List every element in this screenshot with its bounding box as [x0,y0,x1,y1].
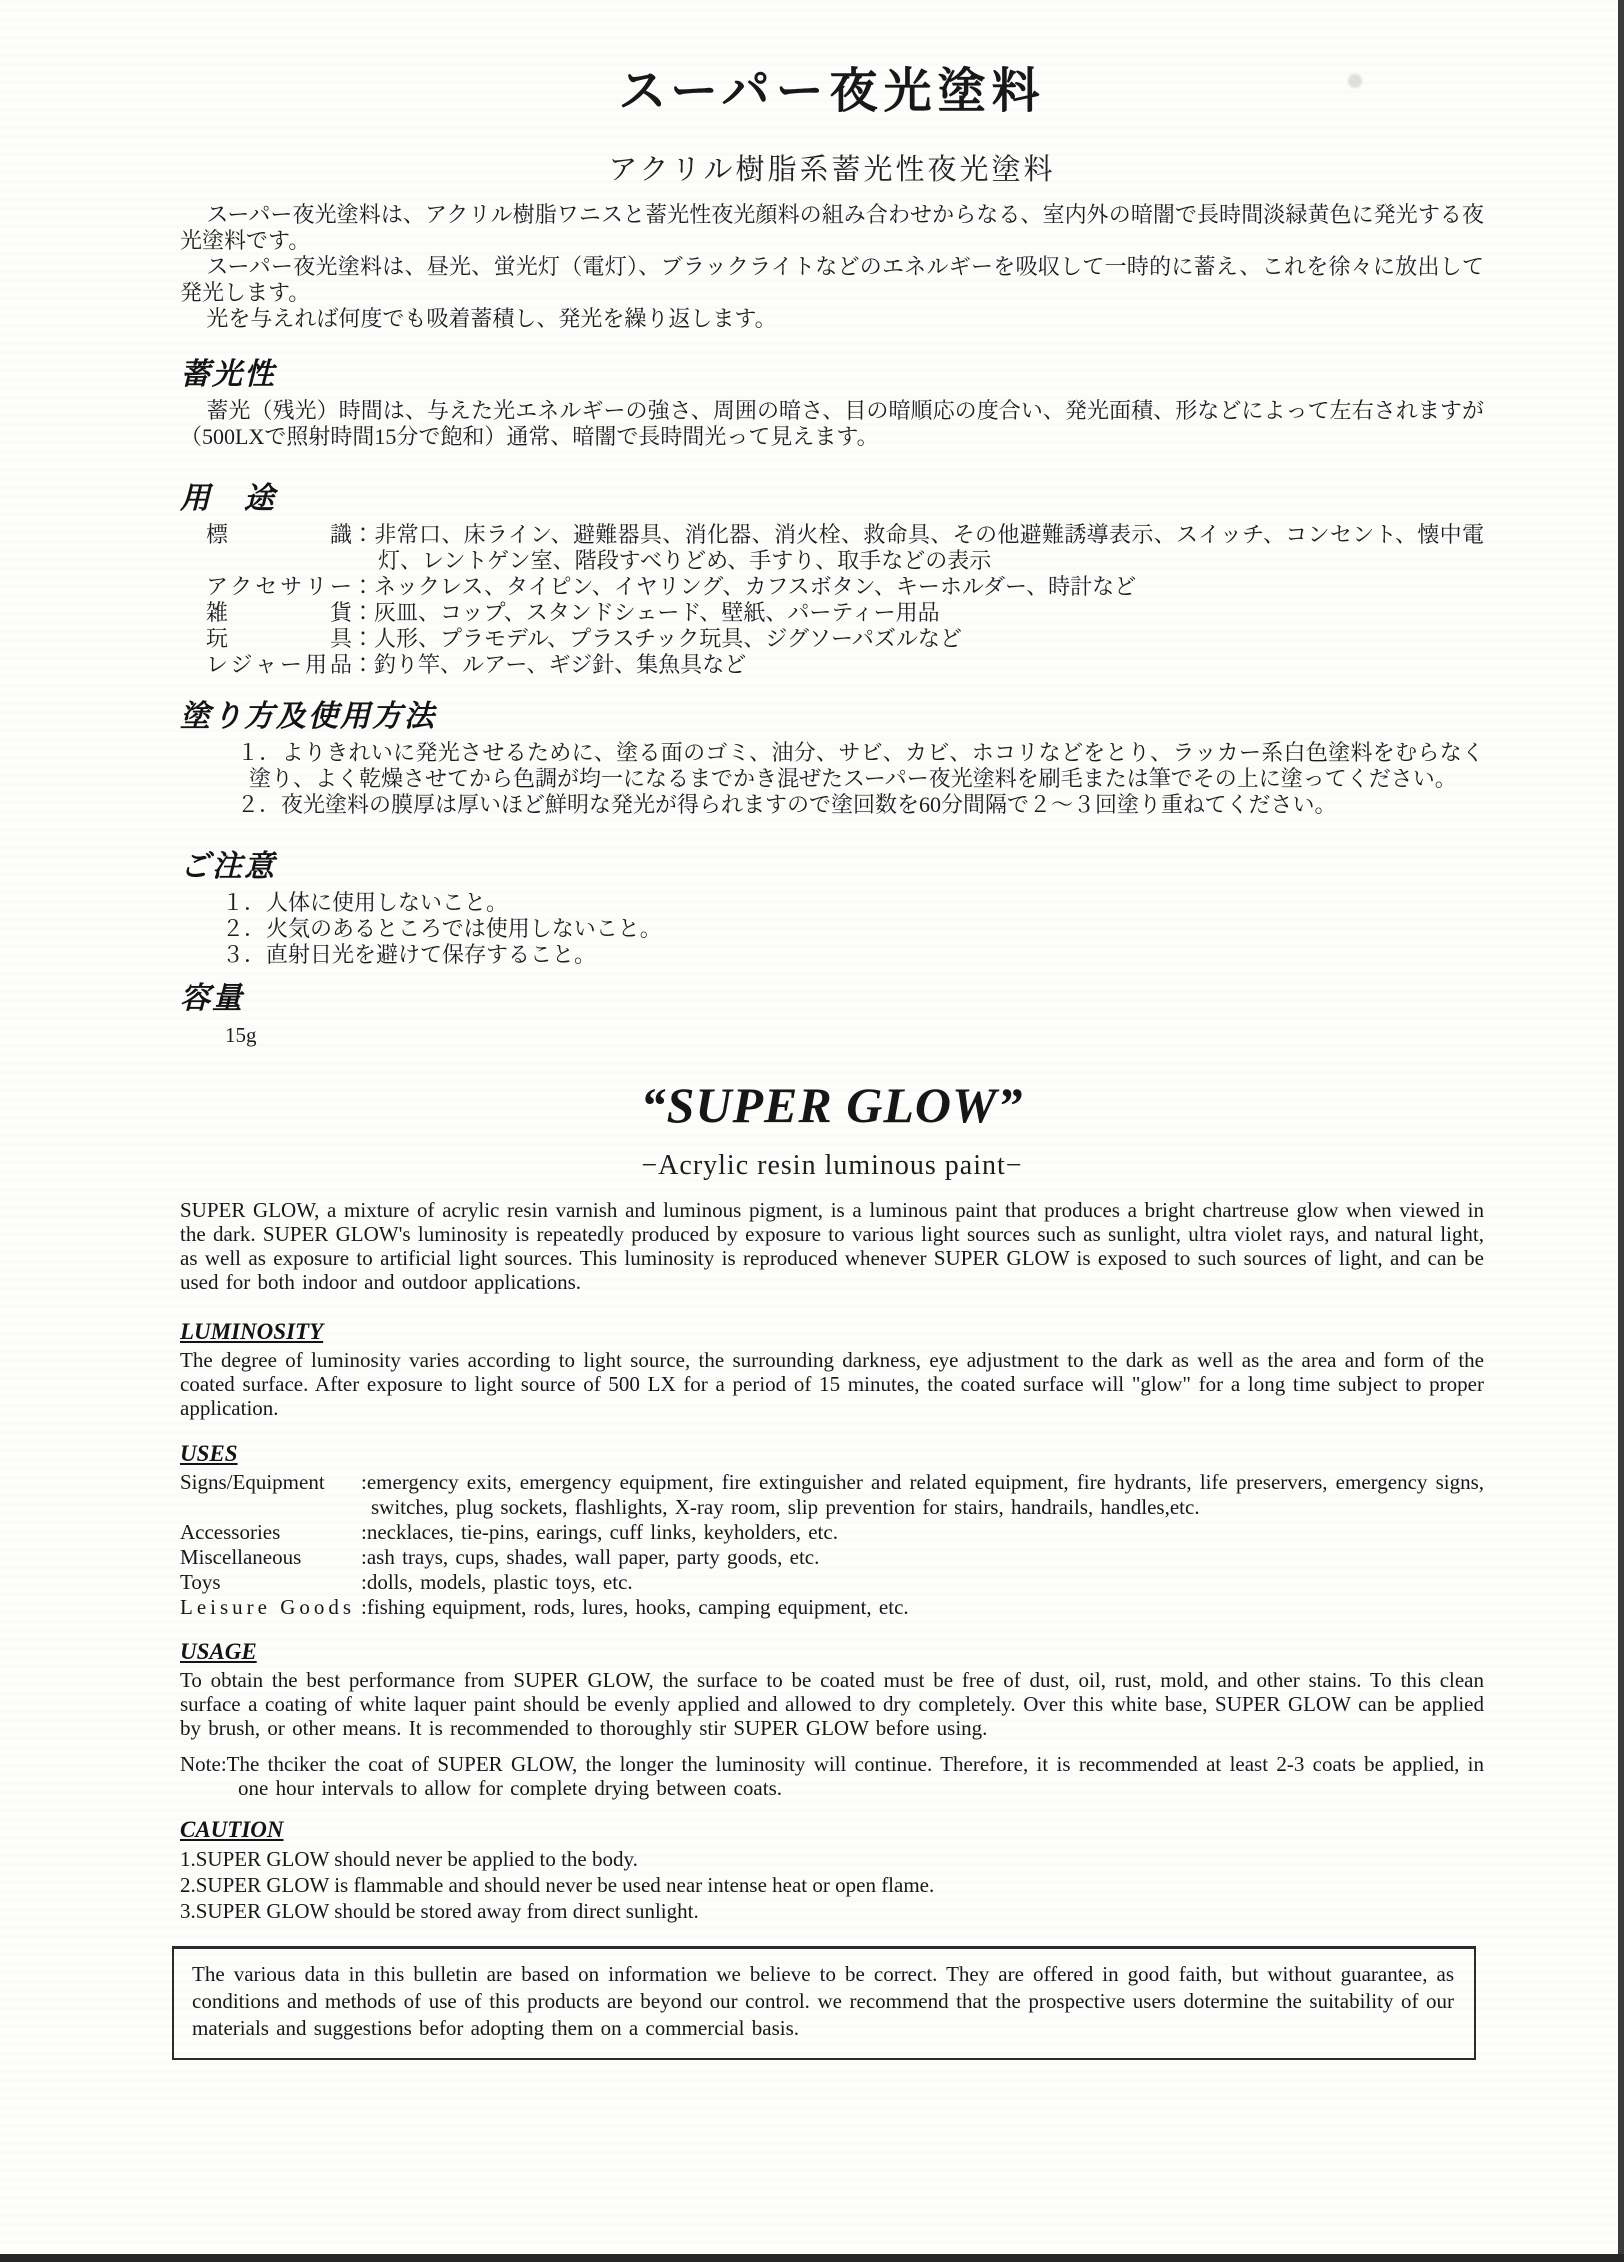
scan-edge-right [1618,0,1624,2262]
en-section-uses [180,1440,1484,1620]
jp-use-row-miscellaneous [206,600,1484,626]
jp-heading-capacity: 容量 [180,982,244,1016]
jp-use-text: ：人形、プラモデル、プラスチック玩具、ジグソーパズルなど [352,626,962,652]
en-use-label: Signs/Equipment [180,1470,325,1495]
en-caution-item: 1.SUPER GLOW should never be applied to the body. [180,1847,638,1872]
en-intro-paragraph: SUPER GLOW, a mixture of acrylic resin varnish and luminous pigment, is a luminous paint that produces a bright chartreuse glow when viewed in the dark. SUPER GLOW's luminosity is repeatedly produced by exposure to various light sources such as sunlight, ultra violet rays, and natural light, as well as exposure to artificial light sources. This luminosity is reproduced whenever SUPER GLOW is exposed to such sources of light, and can be used for both indoor and outdoor applications. [180,1198,1484,1295]
en-luminosity-body: The degree of luminosity varies according to light source, the surrounding darkness, eye adjustment to the dark as well as the area and form of the coated surface. After exposure to light source of 500 LX for a period of 15 minutes, the coated surface will "glow" for a long time subject to proper application. [180,1348,1484,1421]
en-use-row-leisure [180,1595,1484,1620]
jp-use-label: 標識 [206,522,352,548]
en-use-text: :ash trays, cups, shades, wall paper, party goods, etc. [361,1545,820,1570]
jp-use-text: ：ネックレス、タイピン、イヤリング、カフスボタン、キーホルダー、時計など [352,574,1137,600]
en-use-row-accessories [180,1520,1484,1545]
jp-section-caution [180,848,1484,968]
disclaimer-text: The various data in this bulletin are based on information we believe to be correct. They are offered in good faith, but without guarantee, as conditions and methods of use of this products are beyond our control. we recommend that the prospective users dotermine the suitability of our materials and suggestions befor adopting them on a commercial basis. [192,1962,1454,2041]
en-use-label: Leisure Goods [180,1595,356,1620]
jp-use-row-signs [206,522,1484,574]
jp-intro-paragraph: 光を与えれば何度でも吸着蓄積し、発光を繰り返します。 [206,306,777,332]
jp-heading-application-method: 塗り方及使用方法 [180,700,436,734]
jp-use-label: 雑貨 [206,600,352,626]
disclaimer-box [172,1946,1476,2060]
jp-application-step: ２．夜光塗料の膜厚は厚いほど鮮明な発光が得られますので塗回数を60分間隔で２～３回塗り重ねてください。 [237,792,1337,818]
jp-caution-item: １．人体に使用しないこと。 [222,890,509,916]
jp-caution-item: ３．直射日光を避けて保存すること。 [222,942,597,968]
en-caution-item: 3.SUPER GLOW should be stored away from direct sunlight. [180,1899,699,1924]
jp-intro-paragraphs [180,202,1484,332]
jp-section-application-method [180,698,1484,818]
english-section [180,1076,1484,2060]
en-use-row-signs [180,1470,1484,1520]
jp-use-label: アクセサリー [206,574,352,600]
en-product-subtitle: −Acrylic resin luminous paint− [641,1150,1023,1182]
en-use-text: :emergency exits, emergency equipment, fire extinguisher and related equipment, fire hydrants, life preservers, emergency signs, switches, plug sockets, flashlights, X-ray room, slip prevention for stairs, handrails, handles,etc. [361,1470,1484,1520]
jp-application-step: １．よりきれいに発光させるために、塗る面のゴミ、油分、サビ、カビ、ホコリなどをとり、ラッカー系白色塗料をむらなく塗り、よく乾燥させてから色調が均一になるまでかき混ぜたスーパー夜光塗料を刷毛または筆でその上に塗ってください。 [237,740,1484,792]
jp-heading-phosphorescence: 蓄光性 [180,358,276,392]
scan-edge-bottom [0,2254,1624,2262]
en-heading-usage: USAGE [180,1639,257,1665]
jp-capacity-value: 15g [225,1023,257,1048]
jp-uses-list [206,522,1484,678]
en-caution-item: 2.SUPER GLOW is flammable and should never be used near intense heat or open flame. [180,1873,935,1898]
jp-intro-paragraph: スーパー夜光塗料は、アクリル樹脂ワニスと蓄光性夜光顔料の組み合わせからなる、室内外の暗闇で長時間淡緑黄色に発光する夜光塗料です。 [180,202,1484,254]
jp-heading-uses: 用 途 [180,482,276,516]
en-use-text: :fishing equipment, rods, lures, hooks, camping equipment, etc. [361,1595,909,1620]
jp-use-row-leisure [206,652,1484,678]
jp-heading-caution: ご注意 [180,850,276,884]
en-usage-note: Note:The thciker the coat of SUPER GLOW, the longer the luminosity will continue. Therefore, it is recommended at least 2-3 coats be applied, in one hour intervals to allow for complete drying between coats. [180,1752,1484,1801]
en-usage-body: To obtain the best performance from SUPER GLOW, the surface to be coated must be free of dust, oil, rust, mold, and other stains. To this clean surface a coating of white laquer paint should be evenly applied and allowed to dry completely. Over this white base, SUPER GLOW can be applied by brush, or other means. It is recommended to thoroughly stir SUPER GLOW before using. [180,1668,1484,1741]
en-use-text: :necklaces, tie-pins, earings, cuff links, keyholders, etc. [361,1520,838,1545]
jp-section-capacity [180,980,1484,1048]
en-heading-luminosity: LUMINOSITY [180,1319,324,1345]
jp-phosphorescence-body: 蓄光（残光）時間は、与えた光エネルギーの強さ、周囲の暗さ、目の暗順応の度合い、発光面積、形などによって左右されますが（500LXで照射時間15分で飽和）通常、暗闇で長時間光って見えます。 [180,398,1484,450]
en-use-row-toys [180,1570,1484,1595]
jp-use-text: ：灰皿、コップ、スタンドシェード、壁紙、パーティー用品 [352,600,940,626]
en-use-label: Accessories [180,1520,281,1545]
jp-use-row-accessories [206,574,1484,600]
jp-product-subtitle: アクリル樹脂系蓄光性夜光塗料 [608,154,1056,187]
jp-caution-item: ２．火気のあるところでは使用しないこと。 [222,916,662,942]
en-section-luminosity [180,1318,1484,1420]
en-use-row-miscellaneous [180,1545,1484,1570]
en-heading-uses: USES [180,1441,238,1467]
jp-intro-paragraph: スーパー夜光塗料は、昼光、蛍光灯（電灯）、ブラックライトなどのエネルギーを吸収して一時的に蓄え、これを徐々に放出して発光します。 [180,254,1484,306]
jp-section-phosphorescence [180,356,1484,450]
en-use-label: Miscellaneous [180,1545,302,1570]
en-use-label: Toys [180,1570,221,1595]
jp-use-row-toys [206,626,1484,652]
en-use-text: :dolls, models, plastic toys, etc. [361,1570,633,1595]
japanese-section [180,64,1484,1048]
scan-speck [1348,74,1362,88]
en-section-usage [180,1638,1484,1800]
jp-use-label: 玩具 [206,626,352,652]
en-product-title: “SUPER GLOW” [640,1077,1024,1134]
en-heading-caution: CAUTION [180,1817,284,1843]
jp-use-label: レジャー用品 [206,652,352,678]
jp-product-title: スーパー夜光塗料 [618,65,1046,118]
jp-use-text: ：非常口、床ライン、避難器具、消化器、消火栓、救命具、その他避難誘導表示、スイッチ、コンセント、懐中電灯、レントゲン室、階段すべりどめ、手すり、取手などの表示 [352,522,1484,574]
jp-section-uses [180,480,1484,678]
jp-use-text: ：釣り竿、ルアー、ギジ針、集魚具など [352,652,747,678]
en-section-caution [180,1816,1484,1924]
